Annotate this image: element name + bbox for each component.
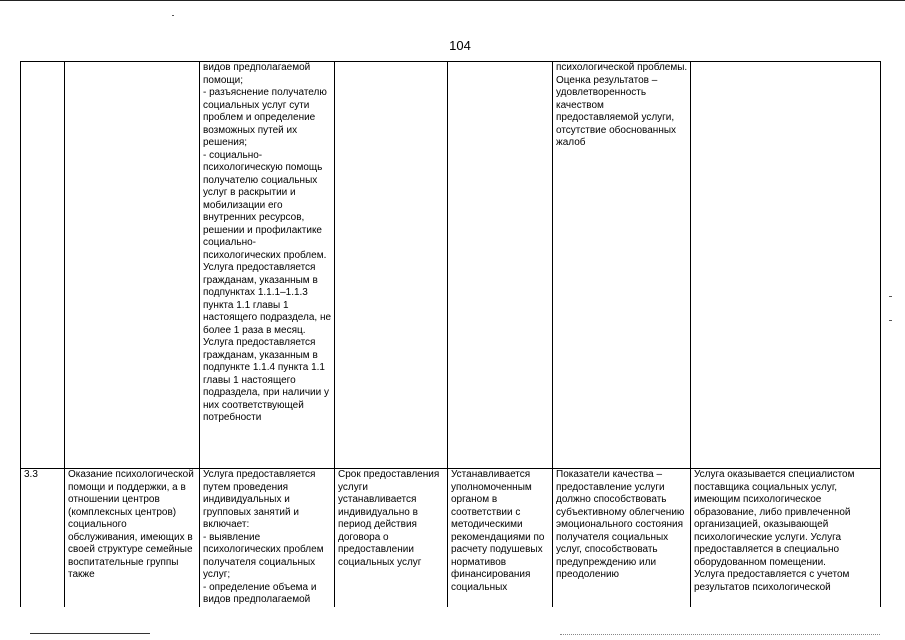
row-number-cell: 3.3 [21, 469, 65, 607]
service-norms-cell [448, 62, 553, 469]
scan-mark [889, 296, 892, 297]
scan-mark [889, 320, 892, 321]
service-term-cell: Срок предоставления услуги устанавливается индивидуально в период действия договора о предоставлении социальных услуг [335, 469, 448, 607]
table-row [21, 62, 881, 469]
service-conditions-cell: Услуга оказывается специалистом поставщика социальных услуг, имеющим психологическое образование, либо привлеченной организацией, оказывающей психологические услуги. Услуга предоставляется в специально оборудованном помещении. Услуга предоставляется с учетом результатов психологической [691, 469, 881, 607]
row-number-cell [21, 62, 65, 469]
service-description-cell: видов предполагаемой помощи; - разъяснение получателю социальных услуг сути проблем и определение возможных путей их решения; - социально-психологическую помощь получателю социальных услуг в раскрытии и мобилизации его внутренних ресурсов, решении и профилактике социально-психологических проблем. Услуга предоставляется гражданам, указанным в подпунктах 1.1.1–1.1.3 пункта 1.1 главы 1 настоящего подраздела, не более 1 раза в месяц. Услуга предоставляется гражданам, указанным в подпункте 1.1.4 пункта 1.1 главы 1 настоящего подраздела, при наличии у них соответствующей потребности [200, 62, 335, 469]
page-bottom-rule [560, 634, 880, 635]
quality-indicators-cell: Показатели качества – предоставление услуги должно способствовать субъективному облегчению эмоционального состояния получателя социальных услуг, способствовать предупреждению или преодолению [553, 469, 691, 607]
service-description-cell: Услуга предоставляется путем проведения индивидуальных и групповых занятий и включает: - выявление психологических проблем получателя социальных услуг; - определение объема и видов предполагаемой [200, 469, 335, 607]
table-row [21, 469, 881, 607]
service-norms-cell: Устанавливается уполномоченным органом в соответствии с методическими рекомендациями по расчету подушевых нормативов финансирования социальных [448, 469, 553, 607]
services-table [20, 61, 881, 607]
scan-mark [172, 15, 174, 16]
service-term-cell [335, 62, 448, 469]
page-top-rule [0, 0, 905, 1]
service-conditions-cell [691, 62, 881, 469]
service-name-cell [65, 62, 200, 469]
page-number: 104 [449, 38, 471, 53]
quality-indicators-cell: психологической проблемы. Оценка результатов – удовлетворенность качеством предоставляемой услуги, отсутствие обоснованных жалоб [553, 62, 691, 469]
service-name-cell: Оказание психологической помощи и поддержки, а в отношении центров (комплексных центров) социального обслуживания, имеющих в своей структуре семейные воспитательные группы также [65, 469, 200, 607]
page-bottom-rule [30, 633, 150, 634]
